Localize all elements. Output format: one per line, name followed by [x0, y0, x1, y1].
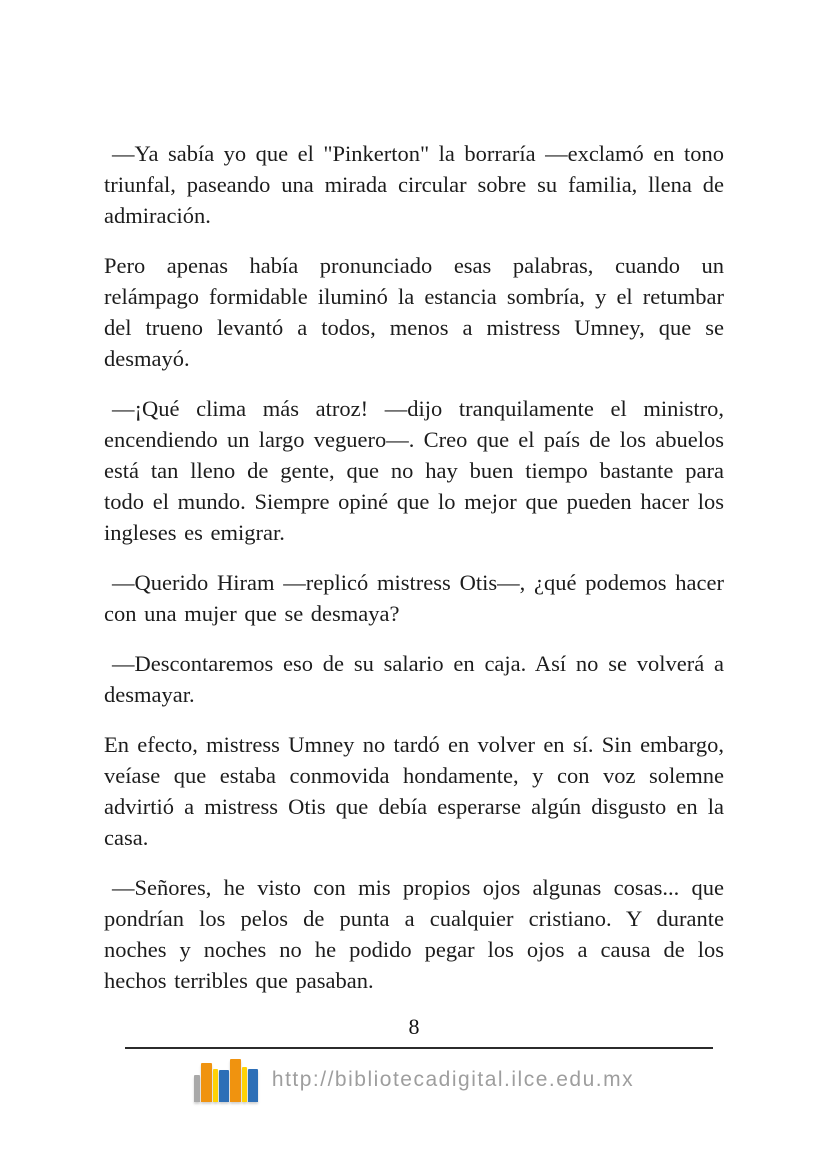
footer-url: http://bibliotecadigital.ilce.edu.mx — [271, 1068, 635, 1091]
paragraph: —Señores, he visto con mis propios ojos algunas cosas... que pondrían los pelos de punta a cualquier cristiano. Y durante noches y noches no he podido pegar los ojos a causa de los hechos terribles que pasaban. — [104, 875, 724, 993]
paragraph: Pero apenas había pronunciado esas palabras, cuando un relámpago formidable iluminó la estancia sombría, y el retumbar del trueno levantó a todos, menos a mistress Umney, que se desmayó. — [104, 253, 724, 371]
footer-brand-row — [0, 1058, 828, 1102]
paragraph: En efecto, mistress Umney no tardó en volver en sí. Sin embargo, veíase que estaba conmovida hondamente, y con voz solemne advirtió a mistress Otis que debía esperarse algún disgusto en la casa. — [104, 732, 724, 850]
paragraph: —Querido Hiram —replicó mistress Otis—, ¿qué podemos hacer con una mujer que se desmaya? — [104, 570, 724, 626]
paragraph: —¡Qué clima más atroz! —dijo tranquilamente el ministro, encendiendo un largo veguero—. Creo que el país de los abuelos está tan lleno de gente, que no hay buen tiempo bastante para todo el mundo. Siempre opiné que lo mejor que pueden hacer los ingleses es emigrar. — [104, 396, 724, 545]
paragraph: —Descontaremos eso de su salario en caja. Así no se volverá a desmayar. — [104, 651, 724, 707]
page-number: 8 — [408, 1014, 420, 1039]
library-books-icon — [194, 1058, 258, 1102]
paragraph: —Ya sabía yo que el "Pinkerton" la borraría —exclamó en tono triunfal, paseando una mirada circular sobre su familia, llena de admiración. — [104, 141, 724, 228]
page-text — [104, 138, 724, 1015]
page-footer — [0, 1012, 828, 1102]
footer-rule — [125, 1047, 713, 1049]
